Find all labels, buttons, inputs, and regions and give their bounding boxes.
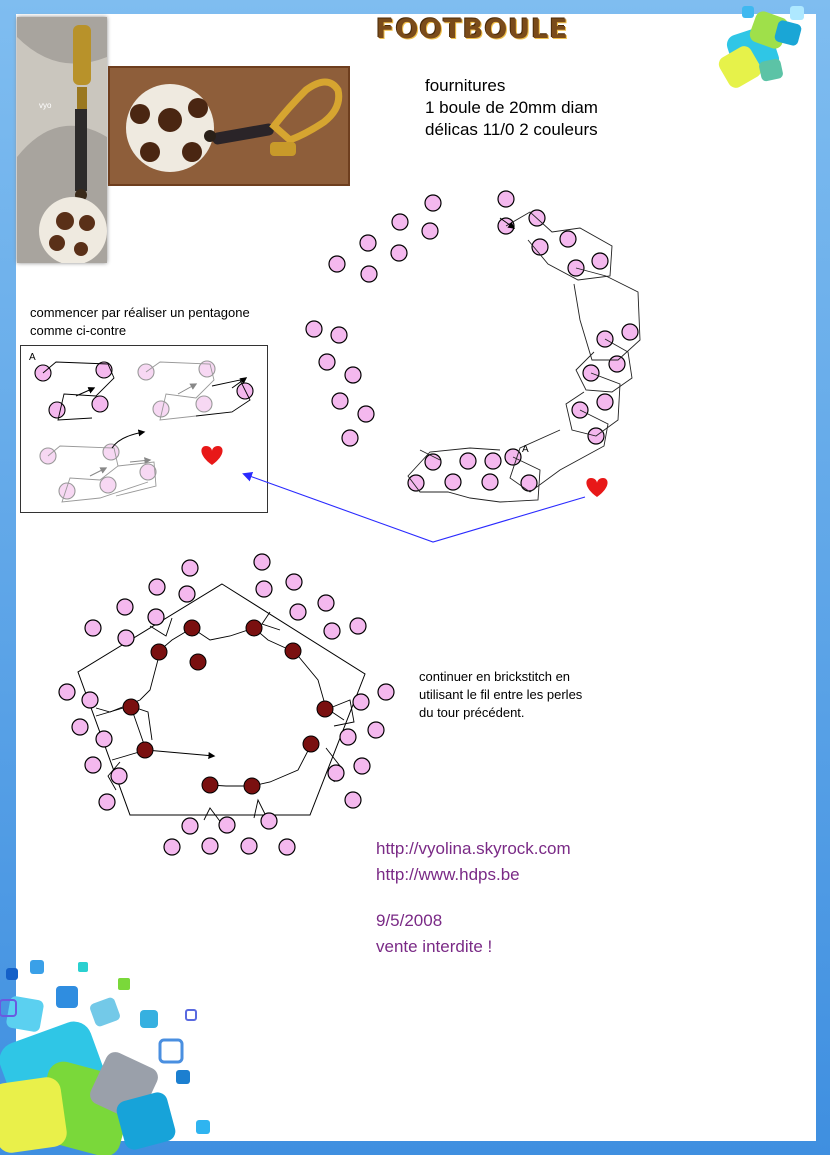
step2-line3: du tour précédent. [419, 705, 525, 720]
bead-ring-diagram [306, 191, 638, 491]
inset-beads [35, 361, 253, 499]
supplies-line-beads: délicas 11/0 2 couleurs [425, 120, 598, 139]
inset-arrow-5 [90, 468, 106, 476]
credit-date: 9/5/2008 [376, 911, 443, 930]
label-start-a-inset: A [29, 352, 36, 363]
inset-thread [43, 362, 250, 502]
credit-notice: vente interdite ! [376, 937, 493, 956]
page-title: FOOTBOULE [376, 14, 569, 45]
photo-watermark: vyo [39, 101, 52, 110]
step1-line2: comme ci-contre [30, 323, 127, 338]
step2-line1: continuer en brickstitch en [419, 669, 571, 684]
step2-line2: utilisant le fil entre les perles [419, 687, 583, 702]
pentagon-dark-beads [123, 620, 333, 794]
inset-arrow-6 [130, 460, 150, 462]
pentagon-direction-arrow [146, 750, 214, 756]
credit-url-vyolina[interactable]: http://vyolina.skyrock.com [376, 839, 571, 858]
credits-block [376, 836, 571, 960]
pentagon-inner-thread [96, 612, 354, 824]
pentagon-light-beads [59, 554, 394, 855]
heart-icon-ring [586, 478, 607, 497]
supplies-heading: fournitures [425, 76, 506, 95]
inset-arrow-1 [76, 388, 94, 396]
inset-arrow-4 [112, 432, 144, 448]
step1-line1: commencer par réaliser un pentagone [30, 305, 250, 320]
inset-arrow-2 [178, 384, 196, 394]
supplies-line-ball: 1 boule de 20mm diam [425, 98, 598, 117]
heart-icon [201, 446, 222, 465]
credits-spacer [376, 888, 571, 908]
label-start-a-ring: A [522, 444, 529, 455]
credit-url-hdps[interactable]: http://www.hdps.be [376, 865, 520, 884]
